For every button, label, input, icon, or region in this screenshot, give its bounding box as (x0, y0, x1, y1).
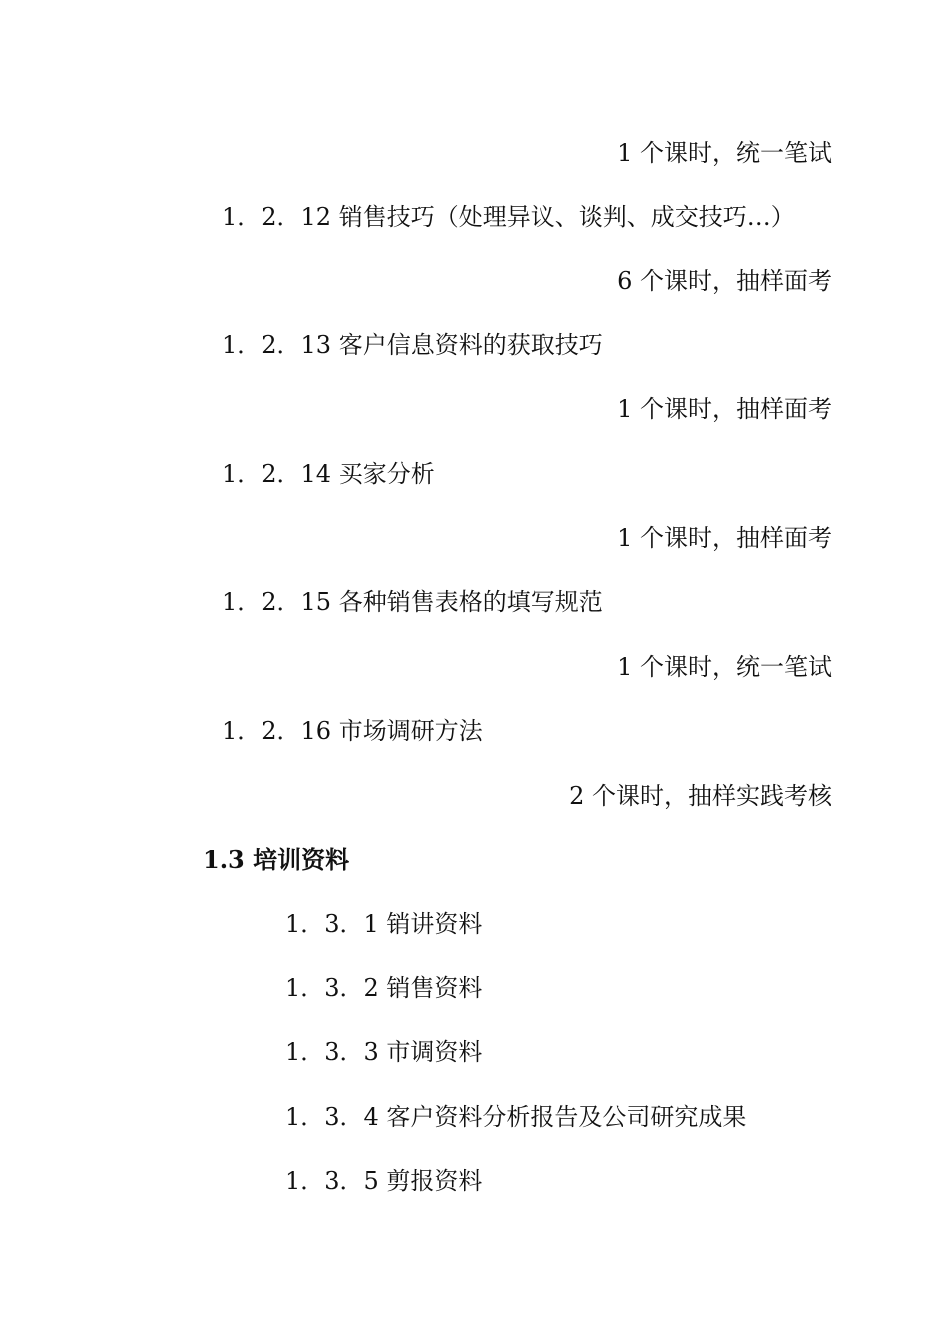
item-1-3-4-customer-analysis-reports: 1．3．4 客户资料分析报告及公司研究成果 (285, 1103, 747, 1131)
item-1-2-14-buyer-analysis: 1．2．14 买家分析 (222, 460, 435, 488)
item-1-2-16-market-research: 1．2．16 市场调研方法 (222, 717, 483, 745)
item-1-2-15-form-standards: 1．2．15 各种销售表格的填写规范 (222, 588, 603, 616)
section-heading-training-materials: 1.3 培训资料 (203, 845, 350, 874)
item-1-3-3-market-survey-materials: 1．3．3 市调资料 (285, 1038, 483, 1066)
course-hours-note-6: 2 个课时，抽样实践考核 (569, 782, 832, 810)
item-1-3-1-sales-pitch-materials: 1．3．1 销讲资料 (285, 910, 483, 938)
course-hours-note-1: 1 个课时，统一笔试 (617, 139, 832, 167)
item-1-2-12-sales-skills: 1．2．12 销售技巧（处理异议、谈判、成交技巧…） (222, 203, 795, 231)
course-hours-note-4: 1 个课时，抽样面考 (617, 524, 832, 552)
item-1-3-2-sales-materials: 1．3．2 销售资料 (285, 974, 483, 1002)
course-hours-note-5: 1 个课时，统一笔试 (617, 653, 832, 681)
course-hours-note-2: 6 个课时，抽样面考 (617, 267, 832, 295)
item-1-3-5-press-clippings: 1．3．5 剪报资料 (285, 1167, 483, 1195)
item-1-2-13-customer-info: 1．2．13 客户信息资料的获取技巧 (222, 331, 603, 359)
course-hours-note-3: 1 个课时，抽样面考 (617, 395, 832, 423)
